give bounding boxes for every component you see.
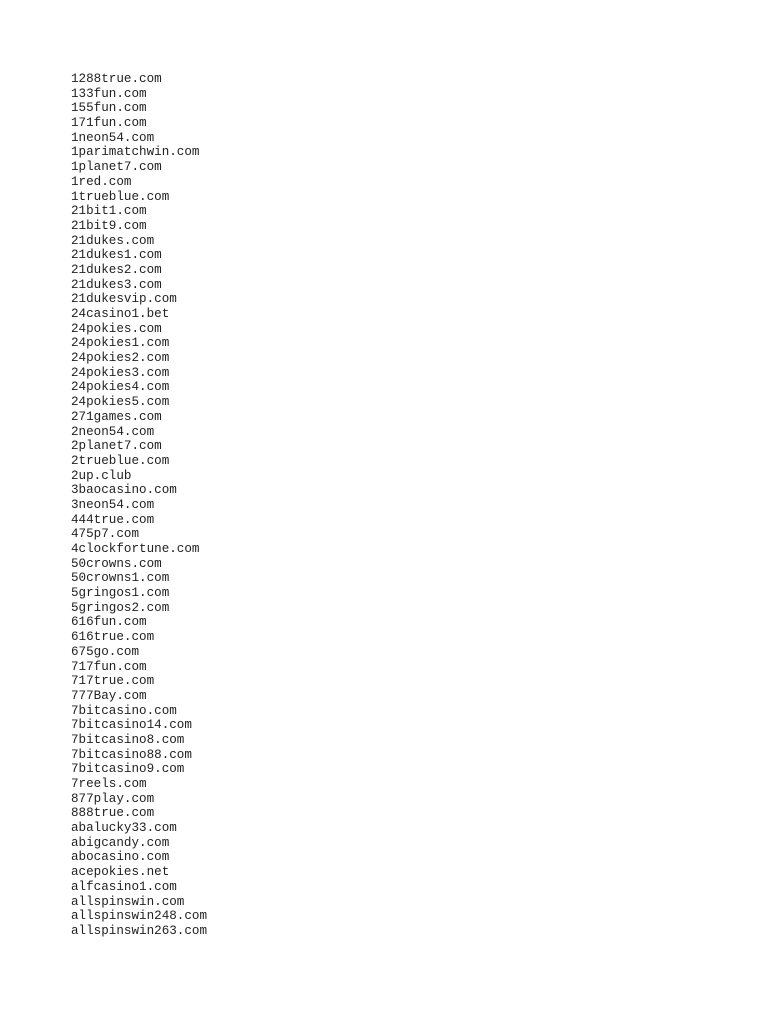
list-item: 675go.com	[71, 644, 140, 659]
list-item: 7bitcasino9.com	[71, 762, 185, 777]
list-item: 24pokies5.com	[71, 395, 170, 410]
list-item: 2trueblue.com	[71, 453, 170, 468]
list-item: 21dukes3.com	[71, 277, 162, 292]
list-item: abalucky33.com	[71, 821, 177, 836]
list-item: 21dukes2.com	[71, 262, 162, 277]
list-item: 171fun.com	[71, 116, 147, 131]
list-item: allspinswin248.com	[71, 909, 208, 924]
list-item: 3neon54.com	[71, 497, 155, 512]
list-item: 444true.com	[71, 512, 155, 527]
list-item: 21dukes.com	[71, 233, 155, 248]
list-item: 3baocasino.com	[71, 483, 177, 498]
list-item: 133fun.com	[71, 86, 147, 101]
list-item: 1trueblue.com	[71, 189, 170, 204]
list-item: 2neon54.com	[71, 424, 155, 439]
list-item: 7bitcasino.com	[71, 703, 177, 718]
list-item: 21bit1.com	[71, 204, 147, 219]
list-item: 2planet7.com	[71, 439, 162, 454]
list-item: 717true.com	[71, 674, 155, 689]
list-item: 7bitcasino88.com	[71, 747, 192, 762]
list-item: 24pokies1.com	[71, 336, 170, 351]
list-item: 7reels.com	[71, 777, 147, 791]
list-item: 50crowns.com	[71, 556, 162, 571]
list-item: 5gringos2.com	[71, 600, 170, 615]
list-item: 475p7.com	[71, 527, 140, 542]
list-item: 1288true.com	[71, 72, 162, 86]
list-item: 21bit9.com	[71, 218, 147, 233]
list-item: 271games.com	[71, 409, 162, 424]
list-item: 21dukesvip.com	[71, 292, 177, 307]
list-item: allspinswin263.com	[71, 923, 208, 938]
list-item: 24pokies2.com	[71, 351, 170, 366]
list-item: 777Bay.com	[71, 688, 147, 703]
list-item: 24pokies3.com	[71, 365, 170, 380]
list-item: 5gringos1.com	[71, 586, 170, 601]
list-item: 1red.com	[71, 174, 132, 189]
list-item: 4clockfortune.com	[71, 542, 200, 556]
list-item: 24casino1.bet	[71, 307, 170, 321]
list-item: 21dukes1.com	[71, 248, 162, 263]
list-item: 50crowns1.com	[71, 571, 170, 586]
list-item: 1planet7.com	[71, 160, 162, 175]
list-item: allspinswin.com	[71, 894, 185, 909]
list-item: acepokies.net	[71, 865, 170, 880]
list-item: 7bitcasino8.com	[71, 732, 185, 747]
list-item: 717fun.com	[71, 659, 147, 674]
list-item: 24pokies.com	[71, 321, 162, 336]
domain-list	[71, 72, 207, 939]
list-item: 877play.com	[71, 791, 155, 806]
list-item: 155fun.com	[71, 101, 147, 116]
list-item: 616fun.com	[71, 615, 147, 630]
list-item: alfcasino1.com	[71, 879, 177, 894]
list-item: 888true.com	[71, 806, 155, 821]
list-item: abocasino.com	[71, 850, 170, 865]
list-item: 24pokies4.com	[71, 380, 170, 395]
list-item: 1parimatchwin.com	[71, 145, 200, 160]
list-item: 7bitcasino14.com	[71, 718, 192, 733]
list-item: 1neon54.com	[71, 130, 155, 145]
list-item: 616true.com	[71, 630, 155, 645]
list-item: 2up.club	[71, 468, 132, 483]
list-item: abigcandy.com	[71, 835, 170, 850]
